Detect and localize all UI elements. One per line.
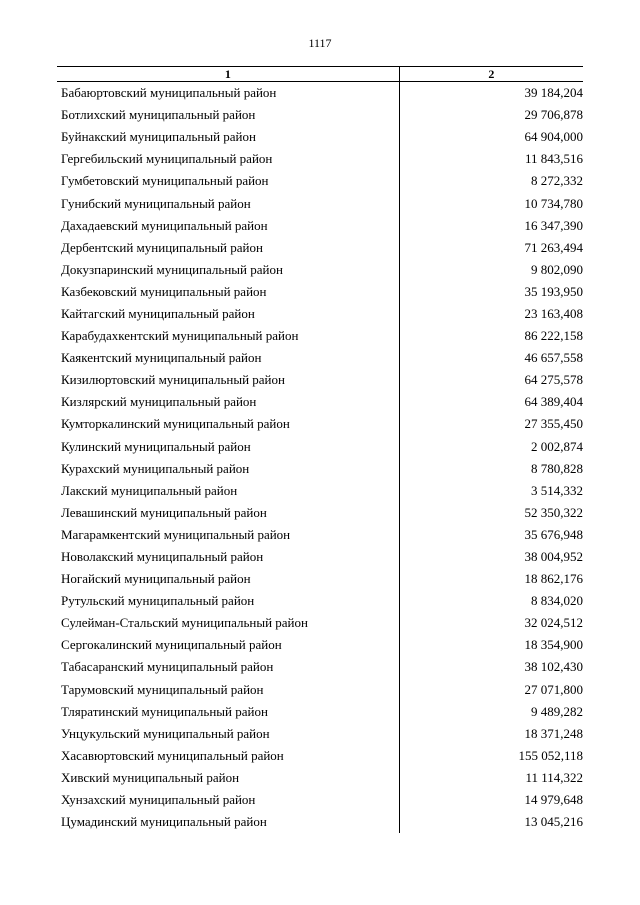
table-row [57,303,583,325]
amount-value: 10 734,780 [524,195,583,211]
table-row [57,347,583,369]
table-row [57,679,583,701]
district-name: Новолакский муниципальный район [57,546,399,568]
district-name: Сергокалинский муниципальный район [57,634,399,656]
amount-value: 11 114,322 [525,769,583,785]
table-row [57,148,583,170]
table-row [57,281,583,303]
table-row [57,502,583,524]
amount-value: 8 780,828 [531,460,583,476]
table-row [57,546,583,568]
district-name: Кумторкалинский муниципальный район [57,413,399,435]
table-row [57,634,583,656]
district-name: Дахадаевский муниципальный район [57,215,399,237]
district-name: Гергебильский муниципальный район [57,148,399,170]
table-row [57,701,583,723]
district-name: Табасаранский муниципальный район [57,656,399,678]
district-name: Гунибский муниципальный район [57,192,399,214]
district-name: Магарамкентский муниципальный район [57,524,399,546]
table-row [57,811,583,833]
district-name: Хивский муниципальный район [57,767,399,789]
amount-value: 13 045,216 [524,814,583,830]
table-row [57,480,583,502]
district-name: Рутульский муниципальный район [57,590,399,612]
table-row [57,436,583,458]
table-row [57,723,583,745]
amount-value: 52 350,322 [524,504,583,520]
amount-value: 27 355,450 [524,416,583,432]
amount-value: 35 193,950 [524,283,583,299]
table-body [57,82,583,834]
table-header [57,67,583,82]
table-row [57,789,583,811]
amount-value: 9 489,282 [531,703,583,719]
amount-value: 155 052,118 [518,747,583,763]
district-name: Каякентский муниципальный район [57,347,399,369]
page-number: 1117 [308,36,332,50]
amount-value: 11 843,516 [524,151,583,167]
table-row [57,237,583,259]
table-row [57,82,583,105]
table-row [57,170,583,192]
table-row [57,767,583,789]
district-name: Ботлихский муниципальный район [57,104,399,126]
table-row [57,259,583,281]
amount-value: 18 371,248 [524,725,583,741]
table-row [57,458,583,480]
district-name: Ногайский муниципальный район [57,568,399,590]
amount-value: 8 272,332 [531,173,583,189]
amount-value: 2 002,874 [531,438,583,454]
amount-value: 64 275,578 [524,372,583,388]
column-header-2: 2 [399,67,583,82]
amount-value: 16 347,390 [524,217,583,233]
table-row [57,590,583,612]
column-header-1: 1 [57,67,399,82]
district-name: Тарумовский муниципальный район [57,679,399,701]
amount-value: 27 071,800 [524,681,583,697]
district-name: Курахский муниципальный район [57,458,399,480]
amount-value: 29 706,878 [524,107,583,123]
table-row [57,568,583,590]
district-name: Кизлярский муниципальный район [57,391,399,413]
table-row [57,391,583,413]
amount-value: 35 676,948 [524,526,583,542]
table-row [57,104,583,126]
district-name: Казбековский муниципальный район [57,281,399,303]
amount-value: 3 514,332 [531,482,583,498]
amount-value: 64 904,000 [524,129,583,145]
amount-value: 23 163,408 [524,305,583,321]
district-name: Хасавюртовский муниципальный район [57,745,399,767]
district-name: Бабаюртовский муниципальный район [57,82,399,105]
amount-value: 18 862,176 [524,571,583,587]
amount-value: 64 389,404 [524,394,583,410]
district-name: Хунзахский муниципальный район [57,789,399,811]
district-name: Докузпаринский муниципальный район [57,259,399,281]
district-name: Буйнакский муниципальный район [57,126,399,148]
data-table [57,66,583,833]
table-row [57,192,583,214]
district-name: Кулинский муниципальный район [57,436,399,458]
amount-value: 32 024,512 [524,615,583,631]
district-name: Тляратинский муниципальный район [57,701,399,723]
district-name: Кайтагский муниципальный район [57,303,399,325]
amount-value: 14 979,648 [524,792,583,808]
district-name: Цумадинский муниципальный район [57,811,399,833]
district-name: Дербентский муниципальный район [57,237,399,259]
district-name: Гумбетовский муниципальный район [57,170,399,192]
table-row [57,612,583,634]
amount-value: 46 657,558 [524,350,583,366]
district-name: Левашинский муниципальный район [57,502,399,524]
amount-value: 38 004,952 [524,549,583,565]
table-row [57,413,583,435]
amount-value: 86 222,158 [524,328,583,344]
table-row [57,524,583,546]
amount-value: 9 802,090 [531,261,583,277]
table-row [57,745,583,767]
table-row [57,656,583,678]
district-name: Кизилюртовский муниципальный район [57,369,399,391]
amount-value: 71 263,494 [524,239,583,255]
amount-value: 39 184,204 [524,85,583,101]
table-row [57,325,583,347]
district-name: Сулейман-Стальский муниципальный район [57,612,399,634]
district-name: Лакский муниципальный район [57,480,399,502]
district-name: Карабудахкентский муниципальный район [57,325,399,347]
table-row [57,215,583,237]
table-row [57,126,583,148]
header-row [57,67,583,82]
district-name: Унцукульский муниципальный район [57,723,399,745]
table-row [57,369,583,391]
amount-value: 8 834,020 [531,593,583,609]
amount-value: 38 102,430 [524,659,583,675]
amount-value: 18 354,900 [524,637,583,653]
